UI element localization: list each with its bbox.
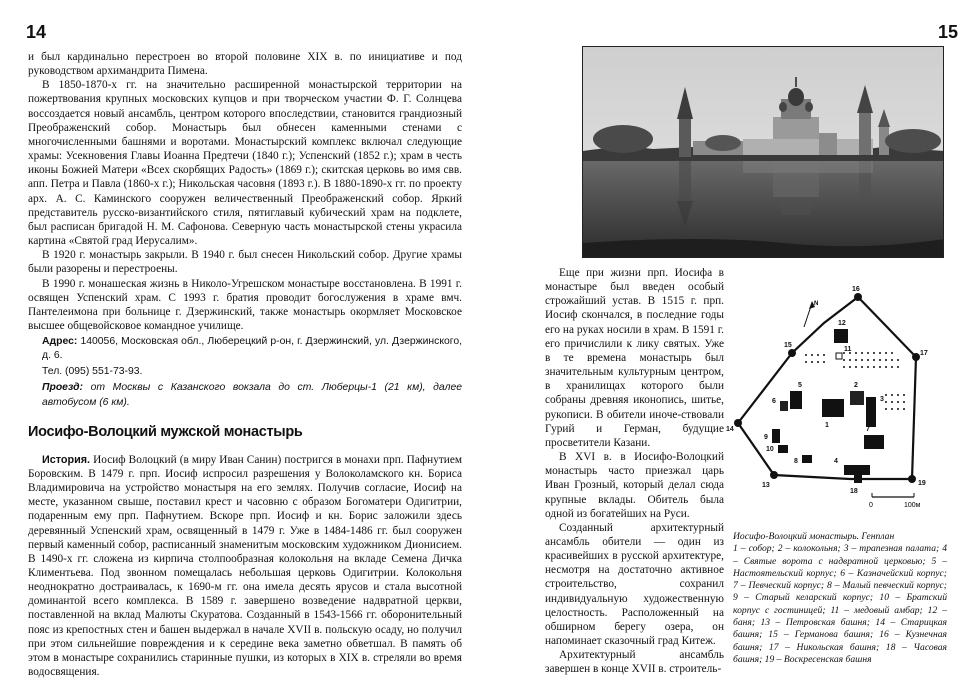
plan-label-8: 8 [794,458,798,465]
building-8 [802,455,812,463]
paragraph-1990: В 1990 г. монашеская жизнь в Николо-Угрешском монастыре восстановлена. В 1991 г. освящен Успенский храм. С 1993 г. братия проводит богослужения в храме вмч. Пантелеимона при больнице г. Дзержинский, также монастырь окормляет Московское высшее общевойсковое командное училище. [28,277,462,332]
plan-label-2: 2 [854,382,858,389]
page-number-left: 14 [26,22,47,42]
building-5 [790,391,802,409]
tower-18 [854,475,862,483]
plan-label-10: 10 [766,446,774,453]
plan-label-9: 9 [764,434,768,441]
phone-value: Тел. (095) 551-73-93. [42,366,143,378]
tower-19 [908,475,916,483]
plan-label-12: 12 [838,320,846,327]
north-label: N [814,301,819,307]
plan-label-3: 3 [880,396,884,403]
middle-paragraph-2: В XVI в. в Иосифо-Волоцкий монастырь часто приезжал царь Иван Грозный, который делал сюда крупные вклады. Обитель была одной из богатейших на Руси. [545,451,724,520]
tower-13 [770,471,778,479]
plan-label-4: 4 [834,458,838,465]
building-3-refectory [866,397,876,427]
tower-16 [854,293,862,301]
plan-label-14: 14 [726,426,734,433]
building-9 [772,429,780,443]
plan-label-13: 13 [762,482,770,489]
paragraph-1920: В 1920 г. монастырь закрыли. В 1940 г. был снесен Никольский собор. Другие храмы были разорены и перестроены. [28,249,462,276]
page-number-right: 15 [938,22,959,42]
plan-caption [733,531,947,666]
plan-label-18: 18 [850,488,858,495]
building-12 [834,329,848,343]
intro-paragraph: и был кардинально перестроен во второй половине XIX в. по инициативе и под руководством архимандрита Пимена. [28,51,462,78]
history-text: Иосиф Волоцкий (в миру Иван Санин) постригся в монахи прп. Пафнутием Боровским. В 1479 г. прп. Иосиф испросил разрешения у Волоколамского кн. Бориса Владимировича на устройство монастыря на его землях. Получив согласие, Иосиф на месте, указанном свыше, поставил крест и часовню с образом Богоматери Одигитрии, подаренным ему прп. Пафнутием. Вскоре прп. Иосиф и кн. Борис заложили здесь деревянный Успенский храм, освященный в 1479 г. Уже в 1484-1486 гг. был сооружен первый каменный собор, расписанный знаменитым московским художником Дионисием. В 1490-х гг. сложена из кирпича столпообразная колокольня на вкладе Семена Дичка Климентьева. Под звонном помещалась небольшая церковь Одигитрии. Колокольня неоднократно достраивалась, к 1690-м гг. она имела десять ярусов и стала высотной доминантой всего комплекса. В 1589 г. завершено возведение надвратной церкви, поставленной на вклад Малюты Скуратова. Созданный в 1543-1566 гг. оборонительный пояс из крепостных стен и башен выдержал в начале XVII в. польскую осаду, но получил при этом сильнейшие повреждения и к середине века заметно обветшал. В память об этом в монастыре сохранились старинные пушки, из которых в XIX в. стреляли во время водосвящения. [28,453,463,679]
building-2-bell-tower [850,391,864,405]
building-7 [864,435,884,449]
scale-zero: 0 [869,502,873,509]
left-text-column [28,50,462,679]
site-plan [726,283,950,523]
history-paragraph [28,453,462,680]
caption-legend: 1 – собор; 2 – колокольня; 3 – трапезная палата; 4 – Святые ворота с надвратной церковью; 5 – Настоятельский корпус; 6 – Казначейский корпус; 7 – Певческий корпус; 8 – Малый певческий корпус; 9 – Старый келарский корпус; 10 – Братский корпус с гостиницей; 11 – медовый амбар; 12 – баня; 13 – Петровская башня; 14 – Старицкая башня; 15 – Германова башня; 16 – Кузнечная башня; 17 – Никольская башня; 18 – Часовая башня; 19 – Воскресенская башня [733,543,947,665]
tower-17 [912,353,920,361]
address-block [28,335,462,363]
paragraph-1850: В 1850-1870-х гг. на значительно расширенной монастырской территории на пожертвования крупных московских купцов и при творческом участии Ф. Г. Солнцева воссоздается новый ансамбль, центром которого впоследствии, становится грандиозный Преображенский собор. Монастырь был обнесен каменными стенами с многочисленными башнями и воротами. Монастырский комплекс включал следующие храмы: Усекновения Главы Иоанна Предтечи (1840 г.); Успенский (1852 г.); храм в честь иконы Божией Матери «Всех скорбящих Радость» (1869 г.); скитская церковь во имя свв. апп. Петра и Павла (1860-х г.); Никольская часовня (1893 г.). В 1880-1890-х гг. по проекту арх. А. С. Каминского сооружен величественный Преображенский собор. Яркий представитель русско-византийского стиля, пятиглавый кубический храм на подклете, был расписан бригадой Н. М. Сафонова. Северную часть монастырской стены украсила картина «Святой град Иерусалим». [28,79,462,248]
route-value: от Москвы с Казанского вокзала до ст. Люберцы-1 (21 км), далее автобусом (6 км). [42,382,462,408]
plan-label-17: 17 [920,350,928,357]
plan-label-5: 5 [798,382,802,389]
plan-label-19: 19 [918,480,926,487]
caption-title: Иосифо-Волоцкий монастырь. Генплан [733,531,895,542]
building-6 [780,401,788,411]
plan-label-7: 7 [866,426,870,433]
monastery-photo-illustration [583,47,944,258]
plan-label-15: 15 [784,342,792,349]
scale-label: 100м [904,502,921,509]
tower-15 [788,349,796,357]
building-1-cathedral [822,399,844,417]
plan-label-6: 6 [772,398,776,405]
address-value: 140056, Московская обл., Люберецкий р-он, г. Дзержинский, ул. Дзержинского, д. 6. [42,336,462,362]
monastery-wall [738,297,916,479]
phone-line [28,365,462,379]
middle-paragraph-3: Созданный архитектурный ансамбль обители — один из красивейших в русской архитектуре, несмотря на достаточно активное строительство, сохранил индивидуальную художественную целостность. Расположенный на обширном берегу озера, он напоминает сказочный град Китеж. [545,521,724,648]
monastery-photo [582,46,944,258]
plan-label-1: 1 [825,422,829,429]
site-plan-drawing [726,283,950,523]
middle-text-column [545,266,724,677]
tower-14 [734,419,742,427]
route-label: Проезд: [42,382,83,394]
section-title: Иосифо-Волоцкий мужской монастырь [28,423,303,440]
building-4-holy-gate [844,465,870,475]
middle-paragraph-1: Еще при жизни прп. Иосифа в монастыре был введен особый строжайший устав. В 1515 г. прп. Иосиф скончался, в последние годы его на руках носили в храм. В 1591 г. его причислили к лику святых. Уже в те времена монастырь был значительным культурным центром, в хранилищах которого были собраны древняя иконопись, шитье, рукописи. В обители иноче-ствовали Гурий и Герман, будущие просветители Казани. [545,267,724,449]
plan-label-16: 16 [852,286,860,293]
scale-bar [869,493,921,509]
plan-label-11: 11 [844,346,852,353]
building-10 [778,445,788,453]
middle-paragraph-4: Архитектурный ансамбль завершен в конце XVII в. строитель- [545,649,724,676]
history-label: История. [42,453,91,466]
north-arrow-icon [804,301,818,327]
route-block [28,381,462,409]
building-11 [836,353,842,359]
address-label: Адрес: [42,336,78,348]
